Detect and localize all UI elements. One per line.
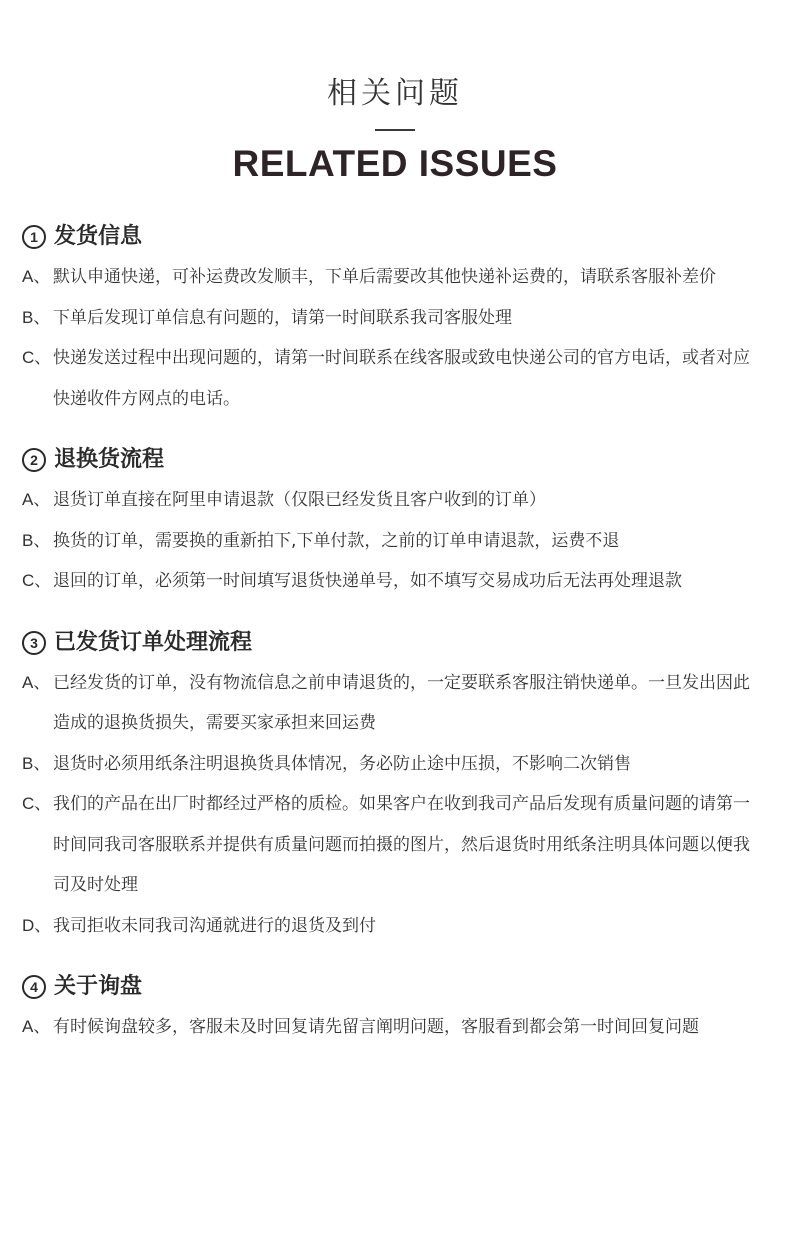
page-title-chinese: 相关问题 — [327, 76, 463, 111]
section-title-text: 发货信息 — [54, 224, 143, 249]
list-item — [22, 744, 762, 785]
item-text: 已经发货的订单，没有物流信息之前申请退货的，一定要联系客服注销快递单。一旦发出因此造成的退换货损失，需要买家承担来回运费 — [53, 672, 750, 733]
list-item — [22, 784, 762, 906]
section-return-exchange — [22, 440, 762, 602]
list-item — [22, 1007, 762, 1048]
item-letter: B、 — [22, 307, 51, 327]
section-shipping-info — [22, 217, 762, 419]
section-number-badge: 3 — [22, 631, 46, 655]
section-title-text: 关于询盘 — [54, 974, 143, 999]
list-item — [22, 257, 762, 298]
item-letter: A、 — [22, 267, 51, 286]
page-title-english: RELATED ISSUES — [232, 143, 558, 184]
list-item — [22, 480, 762, 521]
item-letter: A、 — [22, 672, 51, 692]
item-text: 退货订单直接在阿里申请退款（仅限已经发货且客户收到的订单） — [53, 490, 546, 510]
item-letter: C、 — [22, 348, 52, 367]
item-letter: A、 — [22, 1017, 51, 1036]
item-letter: B、 — [22, 753, 51, 773]
section-number-badge: 1 — [22, 225, 46, 249]
page-header — [0, 0, 790, 200]
item-text: 退货时必须用纸条注明退换货具体情况，务必防止途中压损，不影响二次销售 — [53, 753, 631, 774]
item-text: 我司拒收未同我司沟通就进行的退货及到付 — [53, 915, 376, 936]
list-item — [22, 298, 762, 339]
section-title-text: 已发货订单处理流程 — [54, 629, 253, 655]
section-shipped-order-process — [22, 623, 762, 947]
item-letter: A、 — [22, 490, 51, 509]
item-text: 退回的订单，必须第一时间填写退货快递单号，如不填写交易成功后无法再处理退款 — [53, 571, 682, 591]
section-title-text: 退换货流程 — [54, 447, 165, 472]
item-text: 快递发送过程中出现问题的，请第一时间联系在线客服或致电快递公司的官方电话，或者对应快递收件方网点的电话。 — [53, 348, 750, 409]
list-item — [22, 906, 762, 947]
item-text: 我们的产品在出厂时都经过严格的质检。如果客户在收到我司产品后发现有质量问题的请第一时间同我司客服联系并提供有质量问题而拍摄的图片，然后退货时用纸条注明具体问题以便我司及时处理 — [53, 794, 750, 895]
item-letter: C、 — [22, 571, 52, 590]
section-number-badge: 4 — [22, 975, 46, 999]
section-title — [22, 217, 762, 257]
item-letter: B、 — [22, 530, 51, 550]
section-title — [22, 623, 762, 663]
section-title — [22, 967, 762, 1007]
item-text: 默认申通快递，可补运费改发顺丰，下单后需要改其他快递补运费的，请联系客服补差价 — [53, 267, 716, 287]
item-letter: D、 — [22, 915, 52, 935]
section-title — [22, 440, 762, 480]
list-item — [22, 338, 762, 419]
list-item — [22, 521, 762, 562]
list-item — [22, 561, 762, 602]
title-divider — [375, 129, 415, 131]
list-item — [22, 663, 762, 744]
item-text: 换货的订单，需要换的重新拍下,下单付款，之前的订单申请退款，运费不退 — [53, 530, 620, 551]
issues-content — [0, 200, 790, 1048]
section-inquiries — [22, 967, 762, 1048]
item-text: 有时候询盘较多，客服未及时回复请先留言阐明问题，客服看到都会第一时间回复问题 — [53, 1017, 699, 1037]
item-text: 下单后发现订单信息有问题的，请第一时间联系我司客服处理 — [53, 307, 512, 328]
section-number-badge: 2 — [22, 448, 46, 472]
item-letter: C、 — [22, 794, 52, 813]
